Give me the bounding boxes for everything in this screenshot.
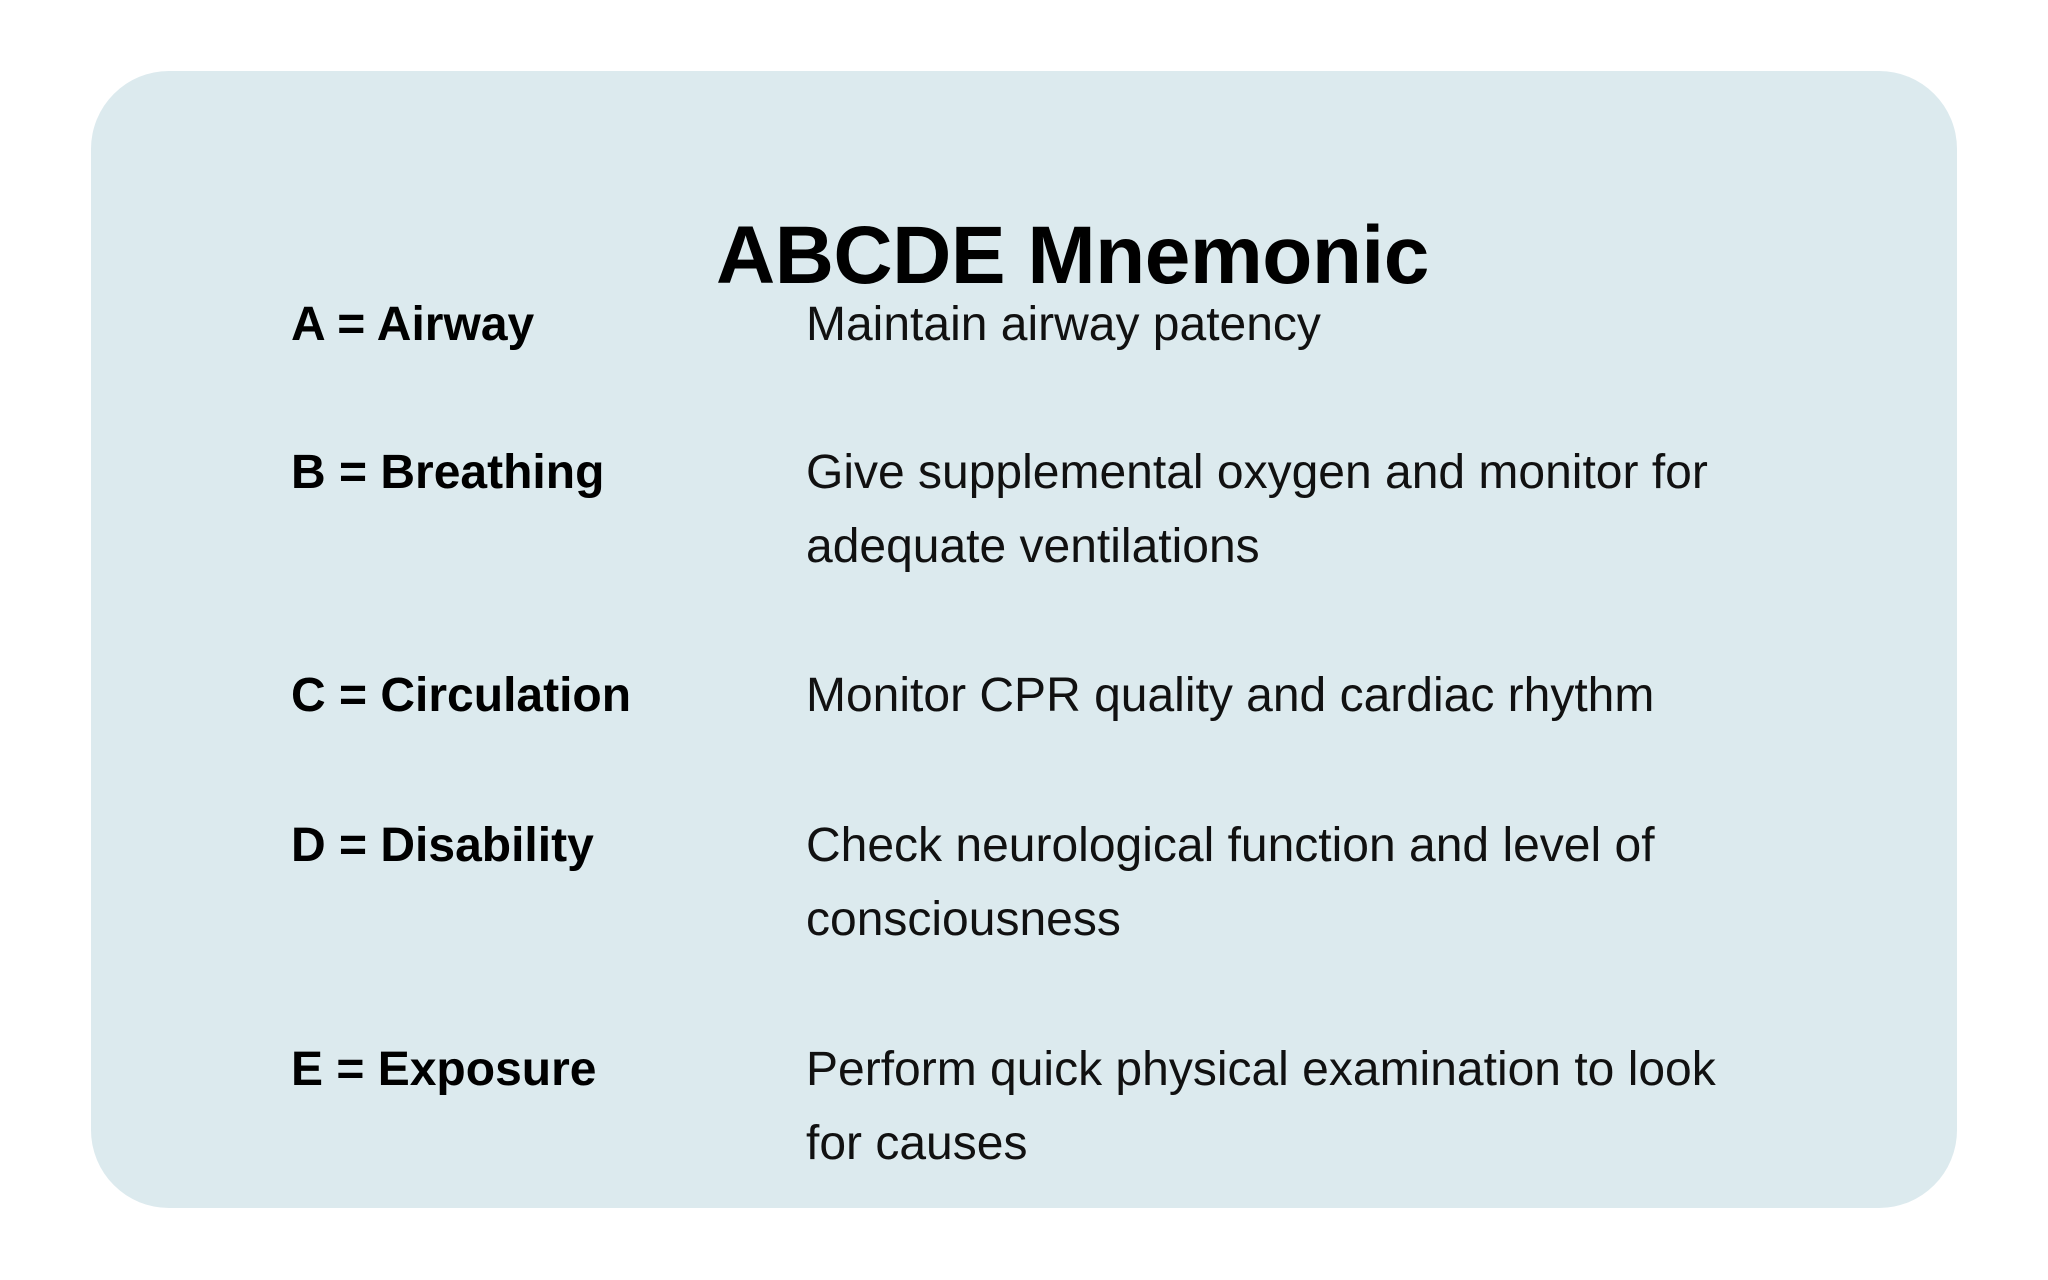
row-label: C = Circulation bbox=[291, 669, 632, 722]
row-label: E = Exposure bbox=[291, 1043, 597, 1096]
row-description bbox=[806, 659, 1654, 733]
description-line: adequate ventilations bbox=[806, 520, 1260, 573]
row-label: D = Disability bbox=[291, 819, 594, 872]
row-description bbox=[806, 1033, 1716, 1181]
row-description bbox=[806, 809, 1655, 957]
row-label: B = Breathing bbox=[291, 446, 605, 499]
description-line: Perform quick physical examination to look bbox=[806, 1043, 1716, 1096]
description-line: Check neurological function and level of bbox=[806, 819, 1655, 872]
row-label: A = Airway bbox=[291, 298, 535, 351]
description-line: consciousness bbox=[806, 893, 1121, 946]
description-line: Maintain airway patency bbox=[806, 298, 1321, 351]
description-line: Give supplemental oxygen and monitor for bbox=[806, 446, 1708, 499]
description-line: Monitor CPR quality and cardiac rhythm bbox=[806, 669, 1655, 722]
row-description bbox=[806, 288, 1321, 362]
description-line: for causes bbox=[806, 1117, 1028, 1170]
row-description bbox=[806, 436, 1708, 584]
card-title: ABCDE Mnemonic bbox=[716, 210, 1429, 301]
